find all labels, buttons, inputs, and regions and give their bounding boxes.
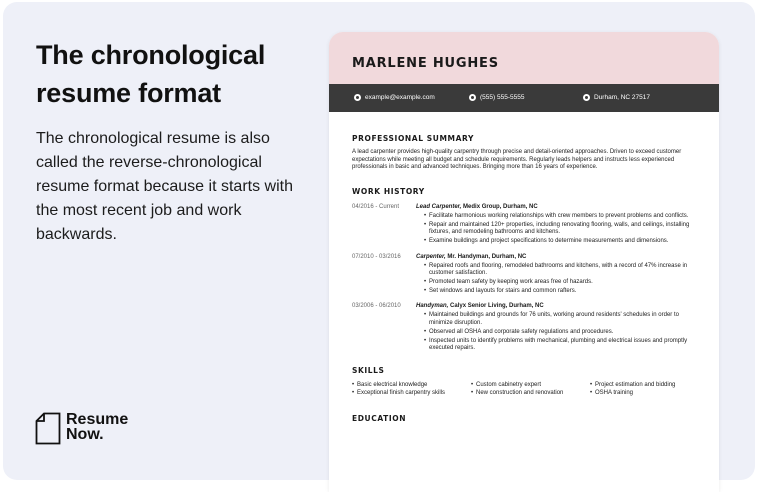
skills-list [352,382,696,396]
job-bullet: • Facilitate harmonious working relationships with crew members to prevent problems and conflicts. [424,213,698,220]
phone-text: (555) 555-5555 [480,94,525,101]
job-bullet: • Inspected units to identify problems with mechanical, plumbing and electrical issues and promptly executed repairs. [424,338,698,353]
job-title [416,303,698,309]
job-bullet: • Promoted team safety by keeping work areas free of hazards. [424,279,698,286]
job-bullet: • Examine buildings and project specifications to determine measurements and dimensions. [424,238,698,245]
work-history-title: WORK HISTORY [352,186,425,196]
resume-preview [329,32,719,492]
contact-email [354,94,435,101]
job-role: Lead Carpenter, [416,203,462,210]
skills-title: SKILLS [352,366,385,376]
summary-text: A lead carpenter provides high-quality carpentry through precise and detail-oriented approaches. Driven to exceed customer expectations while meeting all budget and schedule requirements. Regularly leads helpers and instructs less experienced professionals in basic and advanced techniques. Bringing more than 16 years of experience. [352,149,682,171]
resume-body [329,134,719,423]
job-role: Handyman, [416,303,449,310]
document-icon [35,412,61,445]
education-title: EDUCATION [352,414,407,424]
location-text: Durham, NC 27517 [594,94,650,101]
resume-name: MARLENE HUGHES [352,56,499,71]
job-bullet: • Repaired roofs and flooring, remodeled bathrooms and kitchens, with a record of 47% increase in customer satisfaction. [424,263,698,278]
job-title [416,254,698,260]
contact-phone [469,94,524,101]
resume-now-logo[interactable] [35,412,128,445]
job-date: 07/2010 - 03/2016 [352,253,401,260]
email-icon [354,94,361,101]
job-bullet: • Observed all OSHA and corporate safety regulations and procedures. [424,329,698,336]
logo-line-1: Resume [66,411,129,428]
job-entry [352,303,696,352]
description: The chronological resume is also called the reverse-chronological resume format because it starts with the most recent job and work backwards. [36,130,293,243]
job-entry [352,254,696,296]
logo-line-2: Now. [66,426,104,443]
job-employer: Calyx Senior Living, Durham, NC [450,303,544,310]
summary-title: PROFESSIONAL SUMMARY [352,134,475,143]
job-role: Carpenter, [416,253,446,260]
contact-bar [329,84,719,112]
skill-item: • Custom cabinetry expert [471,382,590,388]
skill-item: • Project estimation and bidding [590,382,700,388]
job-bullet: • Maintained buildings and grounds for 76 units, working around residents' schedules in order to minimize disruption. [424,312,698,327]
email-text: example@example.com [365,94,435,101]
contact-location [583,94,650,101]
job-entry [352,204,696,246]
skill-item: • New construction and renovation [471,390,590,396]
phone-icon [469,94,476,101]
job-employer: Medix Group, Durham, NC [463,203,538,210]
skill-item: • Exceptional finish carpentry skills [352,390,471,396]
job-date: 03/2006 - 06/2010 [352,303,401,310]
job-bullet: • Set windows and layouts for stairs and common rafters. [424,288,698,295]
job-date: 04/2016 - Current [352,203,400,210]
skill-item: • OSHA training [590,390,700,396]
skill-item: • Basic electrical knowledge [352,382,471,388]
resume-header [329,32,719,84]
job-title [416,204,698,210]
headline: The chronological resume format [36,40,266,108]
job-bullet: • Repair and maintained 120+ properties, including renovating flooring, walls, and ceilings, installing fixtures, and remodeling bathrooms and kitchens. [424,222,698,237]
location-pin-icon [583,94,590,101]
job-employer: Mr. Handyman, Durham, NC [447,253,527,260]
